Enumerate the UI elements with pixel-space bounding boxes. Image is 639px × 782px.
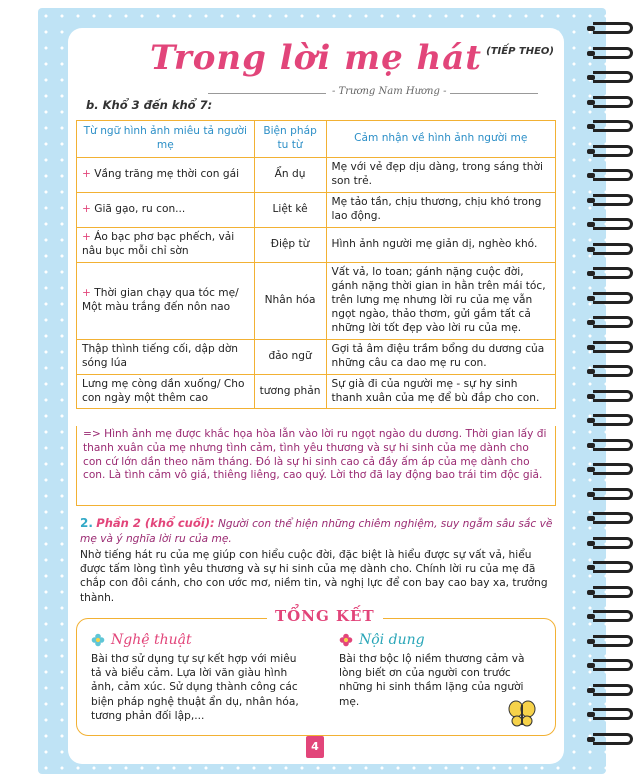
table-cell-image: Thập thình tiếng cối, dập dờn sóng lúa xyxy=(77,339,255,374)
table-cell-feeling: Sự già đi của người mẹ - sự hy sinh thanh xuân của mẹ để bù đắp cho con. xyxy=(326,374,555,409)
table-summary: => Hình ảnh mẹ được khắc họa hòa lẫn vào lời ru ngọt ngào du dương. Thời gian lấy đi thanh xuân của mẹ nhưng tình cảm, tình yêu thương và sự hi sinh của mẹ dành cho con cứ lớn dần theo năm tháng. Đó là sự hi sinh cao cả đầy ấm áp của mẹ dành cho con. Là tình cảm vô giá, thiêng liêng, cao quý. Lời thơ đã lay động bao trái tim độc giả. xyxy=(76,426,556,506)
table-cell-feeling: Vất vả, lo toan; gánh nặng cuộc đời, gánh nặng thời gian in hằn trên mái tóc, trên lưng mẹ nhưng lời ru của mẹ vẫn ngọt ngào, thảo thơm, gửi gắm tất cả những lời tốt đẹp vào lời ru của mẹ. xyxy=(326,262,555,339)
bullet-marker: + xyxy=(82,202,91,215)
table-cell-device: Ẩn dụ xyxy=(254,157,326,192)
spiral-ring xyxy=(593,537,633,549)
table-cell-feeling: Gợi tả âm điệu trầm bổng du dương của những câu ca dao mẹ ru con. xyxy=(326,339,555,374)
table-cell-image: Lưng mẹ còng dần xuống/ Cho con ngày một thêm cao xyxy=(77,374,255,409)
table-cell-device: Điệp từ xyxy=(254,227,326,262)
spiral-ring xyxy=(593,610,633,622)
continued-label: (TIẾP THEO) xyxy=(486,46,554,57)
table-row xyxy=(77,227,556,262)
table-row xyxy=(77,339,556,374)
spiral-ring xyxy=(593,635,633,647)
art-heading-row xyxy=(91,631,309,650)
bullet-marker: + xyxy=(82,167,91,180)
spiral-ring xyxy=(593,243,633,255)
spiral-ring xyxy=(593,586,633,598)
conclusion-box xyxy=(76,607,556,736)
table-row xyxy=(77,262,556,339)
section-b-label: b. Khổ 3 đến khổ 7: xyxy=(86,98,213,112)
part2-description: Người con thể hiện những chiêm nghiệm, suy ngẫm sâu sắc về mẹ và ý nghĩa lời ru của mẹ. xyxy=(80,518,553,545)
spiral-ring xyxy=(593,341,633,353)
art-column xyxy=(91,631,309,723)
spiral-ring xyxy=(593,71,633,83)
spiral-binding xyxy=(589,22,633,762)
part2-body: Nhờ tiếng hát ru của mẹ giúp con hiểu cuộc đời, đặc biệt là hiểu được sự vất vả, hiểu được tấm lòng tình yêu thương và sự hi sinh của mẹ dành cho. Chính lời ru của mẹ đã chắp con đôi cánh, cho con ước mơ, niềm tin, và nghị lực để con bay cao bay xa, trưởng thành. xyxy=(80,548,548,604)
table-header-row xyxy=(77,121,556,158)
content-column xyxy=(339,631,539,709)
spiral-ring xyxy=(593,96,633,108)
spiral-ring xyxy=(593,292,633,304)
table-header: Từ ngữ hình ảnh miêu tả người mẹ xyxy=(77,121,255,158)
spiral-ring xyxy=(593,439,633,451)
spiral-ring xyxy=(593,512,633,524)
bullet-marker: + xyxy=(82,286,91,299)
spiral-ring xyxy=(593,47,633,59)
spiral-ring xyxy=(593,22,633,34)
butterfly-icon xyxy=(507,699,537,729)
spiral-ring xyxy=(593,561,633,573)
spiral-ring xyxy=(593,488,633,500)
content-text: Bài thơ bộc lộ niềm thương cảm và lòng biết ơn của người con trước những hi sinh thầm lặng của người mẹ. xyxy=(339,652,525,708)
analysis-table xyxy=(76,120,556,409)
table-cell-device: tương phản xyxy=(254,374,326,409)
table-cell-image: + Vầng trăng mẹ thời con gái xyxy=(77,157,255,192)
author-line xyxy=(208,86,538,100)
table-row xyxy=(77,157,556,192)
flower-icon xyxy=(91,633,105,647)
author-rule-left xyxy=(208,93,326,94)
table-cell-feeling: Mẹ với vẻ đẹp dịu dàng, trong sáng thời son trẻ. xyxy=(326,157,555,192)
content-heading: Nội dung xyxy=(359,632,425,648)
bullet-marker: + xyxy=(82,230,91,243)
spiral-ring xyxy=(593,267,633,279)
part2-number: 2. xyxy=(80,516,93,530)
spiral-ring xyxy=(593,218,633,230)
conclusion-title: TỔNG KẾT xyxy=(267,607,383,625)
content-heading-row xyxy=(339,631,539,650)
table-cell-image: + Giã gạo, ru con... xyxy=(77,192,255,227)
spiral-ring xyxy=(593,414,633,426)
content-card xyxy=(68,28,564,764)
table-header: Cảm nhận về hình ảnh người mẹ xyxy=(326,121,555,158)
author-rule-right xyxy=(440,93,538,94)
spiral-ring xyxy=(593,169,633,181)
art-text: Bài thơ sử dụng tự sự kết hợp với miêu tả và biểu cảm. Lựa lời văn giàu hình ảnh, cảm xúc. Sử dụng thành công các biện pháp nghệ thuật ẩn dụ, nhân hóa, tương phản đối lập,... xyxy=(91,652,299,723)
table-cell-device: đảo ngữ xyxy=(254,339,326,374)
spiral-ring xyxy=(593,659,633,671)
table-cell-image: + Thời gian chạy qua tóc mẹ/ Một màu trắng đến nôn nao xyxy=(77,262,255,339)
spiral-ring xyxy=(593,708,633,720)
part2-section xyxy=(80,515,556,605)
table-cell-feeling: Mẹ tảo tần, chịu thương, chịu khó trong lao động. xyxy=(326,192,555,227)
table-cell-device: Liệt kê xyxy=(254,192,326,227)
spiral-ring xyxy=(593,463,633,475)
spiral-ring xyxy=(593,733,633,745)
spiral-ring xyxy=(593,120,633,132)
spiral-ring xyxy=(593,365,633,377)
table-header: Biện pháp tu từ xyxy=(254,121,326,158)
spiral-ring xyxy=(593,194,633,206)
flower-icon xyxy=(339,633,353,647)
author-name: - Trương Nam Hương - xyxy=(328,86,450,97)
spiral-ring xyxy=(593,145,633,157)
spiral-ring xyxy=(593,316,633,328)
table-cell-feeling: Hình ảnh người mẹ giản dị, nghèo khó. xyxy=(326,227,555,262)
table-row xyxy=(77,192,556,227)
art-heading: Nghệ thuật xyxy=(111,632,192,648)
page-title: Trong lời mẹ hát xyxy=(150,38,482,78)
table-row xyxy=(77,374,556,409)
spiral-ring xyxy=(593,684,633,696)
part2-heading: Phần 2 (khổ cuối): xyxy=(96,516,215,530)
spiral-ring xyxy=(593,390,633,402)
page-number: 4 xyxy=(306,736,324,758)
table-cell-image: + Áo bạc phơ bạc phếch, vải nâu bục mỗi chỉ sờn xyxy=(77,227,255,262)
table-cell-device: Nhân hóa xyxy=(254,262,326,339)
